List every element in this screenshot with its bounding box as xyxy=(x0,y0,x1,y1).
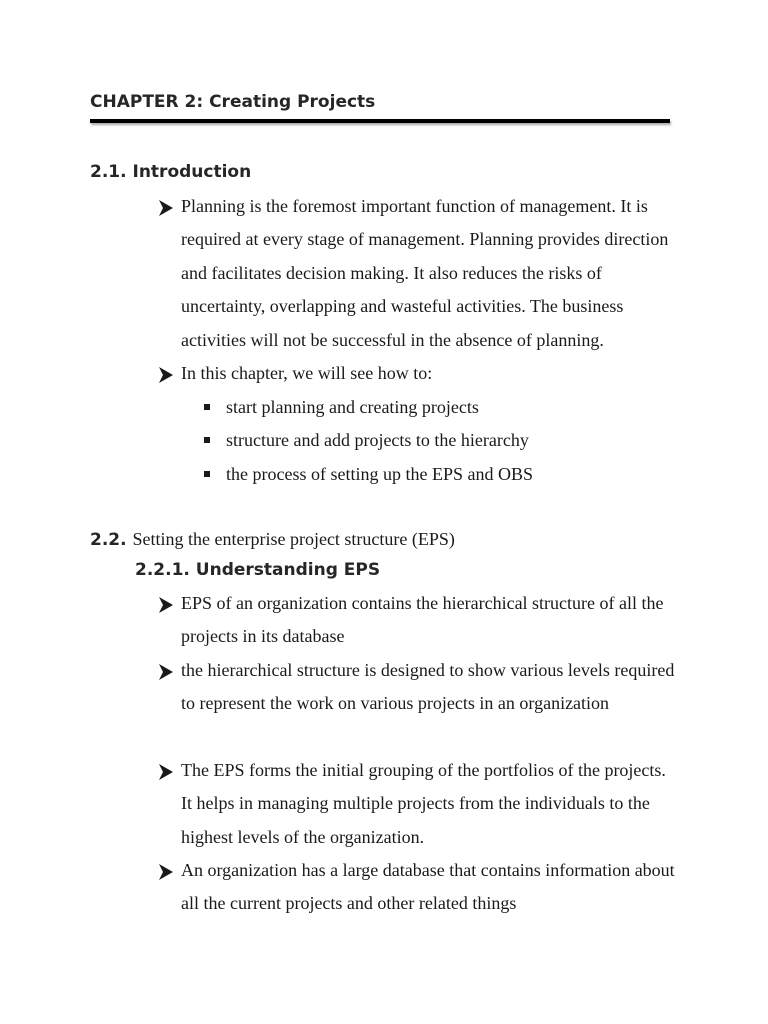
list-item: the process of setting up the EPS and OBS xyxy=(226,464,533,484)
subsection-number: 2.2.1. xyxy=(135,560,190,580)
section-title: Introduction xyxy=(132,162,252,182)
square-bullet-icon xyxy=(204,471,210,477)
arrowhead-bullet-icon xyxy=(158,863,174,881)
arrowhead-bullet-icon xyxy=(158,596,174,614)
arrowhead-bullet-icon xyxy=(158,763,174,781)
section-number: 2.1. xyxy=(90,162,127,182)
section-title: Setting the enterprise project structure (EPS) xyxy=(132,529,455,549)
subsection-heading xyxy=(135,560,380,580)
subsection-title: Understanding EPS xyxy=(195,560,381,580)
arrowhead-bullet-icon xyxy=(158,663,174,681)
section-number: 2.2. xyxy=(90,530,127,550)
section-heading-intro xyxy=(90,162,251,182)
list-item: structure and add projects to the hierarchy xyxy=(226,430,529,450)
chapter-title: CHAPTER 2: Creating Projects xyxy=(90,92,376,112)
chapter-title-rule xyxy=(90,119,670,123)
list-item: start planning and creating projects xyxy=(226,397,479,417)
bullet-text: The EPS forms the initial grouping of the portfolios of the projects. It helps in managing multiple projects from the individuals to the highest levels of the organization. xyxy=(181,760,666,847)
square-bullet-icon xyxy=(204,404,210,410)
arrowhead-bullet-icon xyxy=(158,366,174,384)
arrowhead-bullet-icon xyxy=(158,199,174,217)
square-bullet-icon xyxy=(204,437,210,443)
bullet-text: EPS of an organization contains the hierarchical structure of all the projects in its database xyxy=(181,593,664,647)
bullet-text: Planning is the foremost important function of management. It is required at every stage of management. Planning provides direction and facilitates decision making. It also reduces the risks of uncertainty, overlapping and wasteful activities. The business activities will not be successful in the absence of planning. xyxy=(181,196,669,350)
section-heading-eps xyxy=(90,529,455,550)
bullet-text: In this chapter, we will see how to: xyxy=(181,363,433,383)
bullet-text: the hierarchical structure is designed to show various levels required to represent the work on various projects in an organization xyxy=(181,660,675,714)
bullet-text: An organization has a large database that contains information about all the current projects and other related things xyxy=(181,860,675,914)
